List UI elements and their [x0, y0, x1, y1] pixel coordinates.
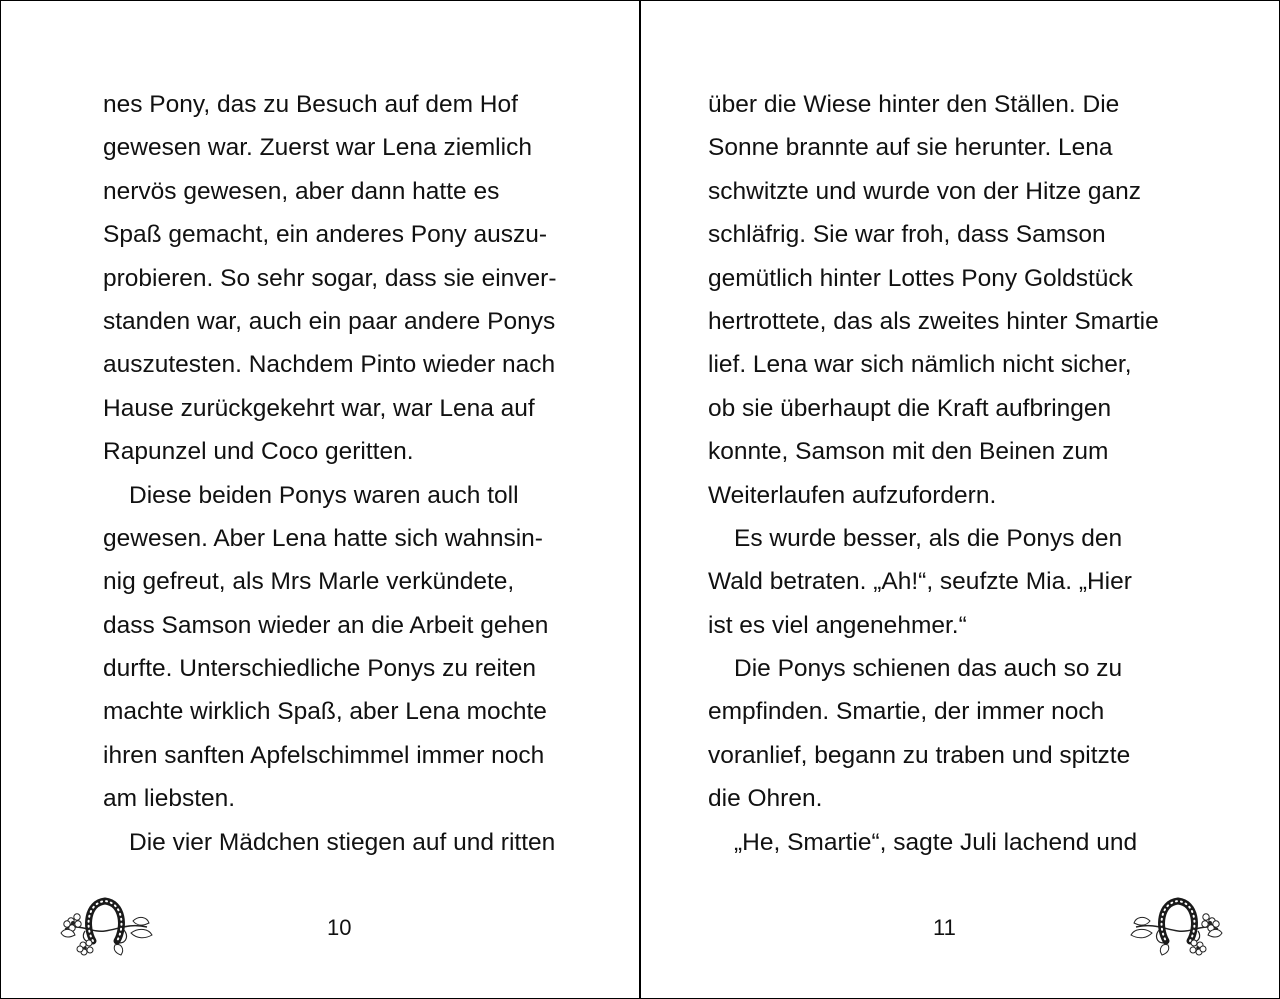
text-line: auszutesten. Nachdem Pinto wieder nach — [103, 351, 556, 379]
paragraph-start-line: Es wurde besser, als die Ponys den — [734, 524, 1123, 552]
paragraph-start-line: Die vier Mädchen stiegen auf und ritten — [129, 828, 556, 856]
text-line: die Ohren. — [708, 785, 823, 813]
horseshoe-flower-icon — [55, 893, 155, 957]
text-line: Sonne brannte auf sie herunter. Lena — [708, 134, 1113, 162]
text-line: nig gefreut, als Mrs Marle verkündete, — [103, 568, 515, 596]
text-line: nervös gewesen, aber dann hatte es — [103, 177, 500, 205]
text-line: Weiterlaufen aufzufordern. — [708, 481, 997, 509]
paragraph-start-line: Diese beiden Ponys waren auch toll — [129, 481, 519, 509]
text-line: empfinden. Smartie, der immer noch — [708, 698, 1105, 726]
right-page — [641, 1, 1279, 998]
text-line: probieren. So sehr sogar, dass sie einver- — [103, 264, 557, 292]
text-line: über die Wiese hinter den Ställen. Die — [708, 91, 1120, 118]
paragraph-start-line: „He, Smartie“, sagte Juli lachend und — [734, 828, 1138, 856]
paragraph-start-line: Die Ponys schienen das auch so zu — [734, 655, 1123, 683]
text-line: ist es viel angenehmer.“ — [708, 611, 967, 639]
left-page — [1, 1, 639, 998]
text-line: gemütlich hinter Lottes Pony Goldstück — [708, 264, 1133, 292]
text-line: Spaß gemacht, ein anderes Pony auszu- — [103, 221, 547, 249]
text-line: durfte. Unterschiedliche Ponys zu reiten — [103, 655, 537, 683]
text-line: voranlief, begann zu traben und spitzte — [708, 741, 1131, 769]
text-line: gewesen war. Zuerst war Lena ziemlich — [103, 134, 532, 162]
text-line: Hause zurückgekehrt war, war Lena auf — [103, 394, 535, 422]
text-line: ob sie überhaupt die Kraft aufbringen — [708, 394, 1112, 422]
text-line: Rapunzel und Coco geritten. — [103, 438, 414, 466]
horseshoe-flower-icon — [1128, 893, 1228, 957]
text-line: ihren sanften Apfelschimmel immer noch — [103, 741, 545, 769]
text-line: dass Samson wieder an die Arbeit gehen — [103, 611, 549, 639]
text-line: gewesen. Aber Lena hatte sich wahnsin- — [103, 524, 543, 552]
text-line: Wald betraten. „Ah!“, seufzte Mia. „Hier — [708, 568, 1132, 596]
left-page-text — [103, 83, 583, 864]
text-line: hertrottete, das als zweites hinter Smartie — [708, 307, 1159, 335]
text-line: standen war, auch ein paar andere Ponys — [103, 307, 556, 335]
right-page-text — [708, 83, 1188, 864]
text-line: machte wirklich Spaß, aber Lena mochte — [103, 698, 547, 726]
text-line: schwitzte und wurde von der Hitze ganz — [708, 177, 1142, 205]
page-number-right: 11 — [933, 915, 956, 940]
text-line: nes Pony, das zu Besuch auf dem Hof — [103, 91, 518, 118]
page-number-left: 10 — [327, 915, 352, 940]
text-line: konnte, Samson mit den Beinen zum — [708, 438, 1109, 466]
text-line: schläfrig. Sie war froh, dass Samson — [708, 221, 1106, 249]
text-line: lief. Lena war sich nämlich nicht sicher, — [708, 351, 1132, 379]
text-line: am liebsten. — [103, 785, 236, 813]
